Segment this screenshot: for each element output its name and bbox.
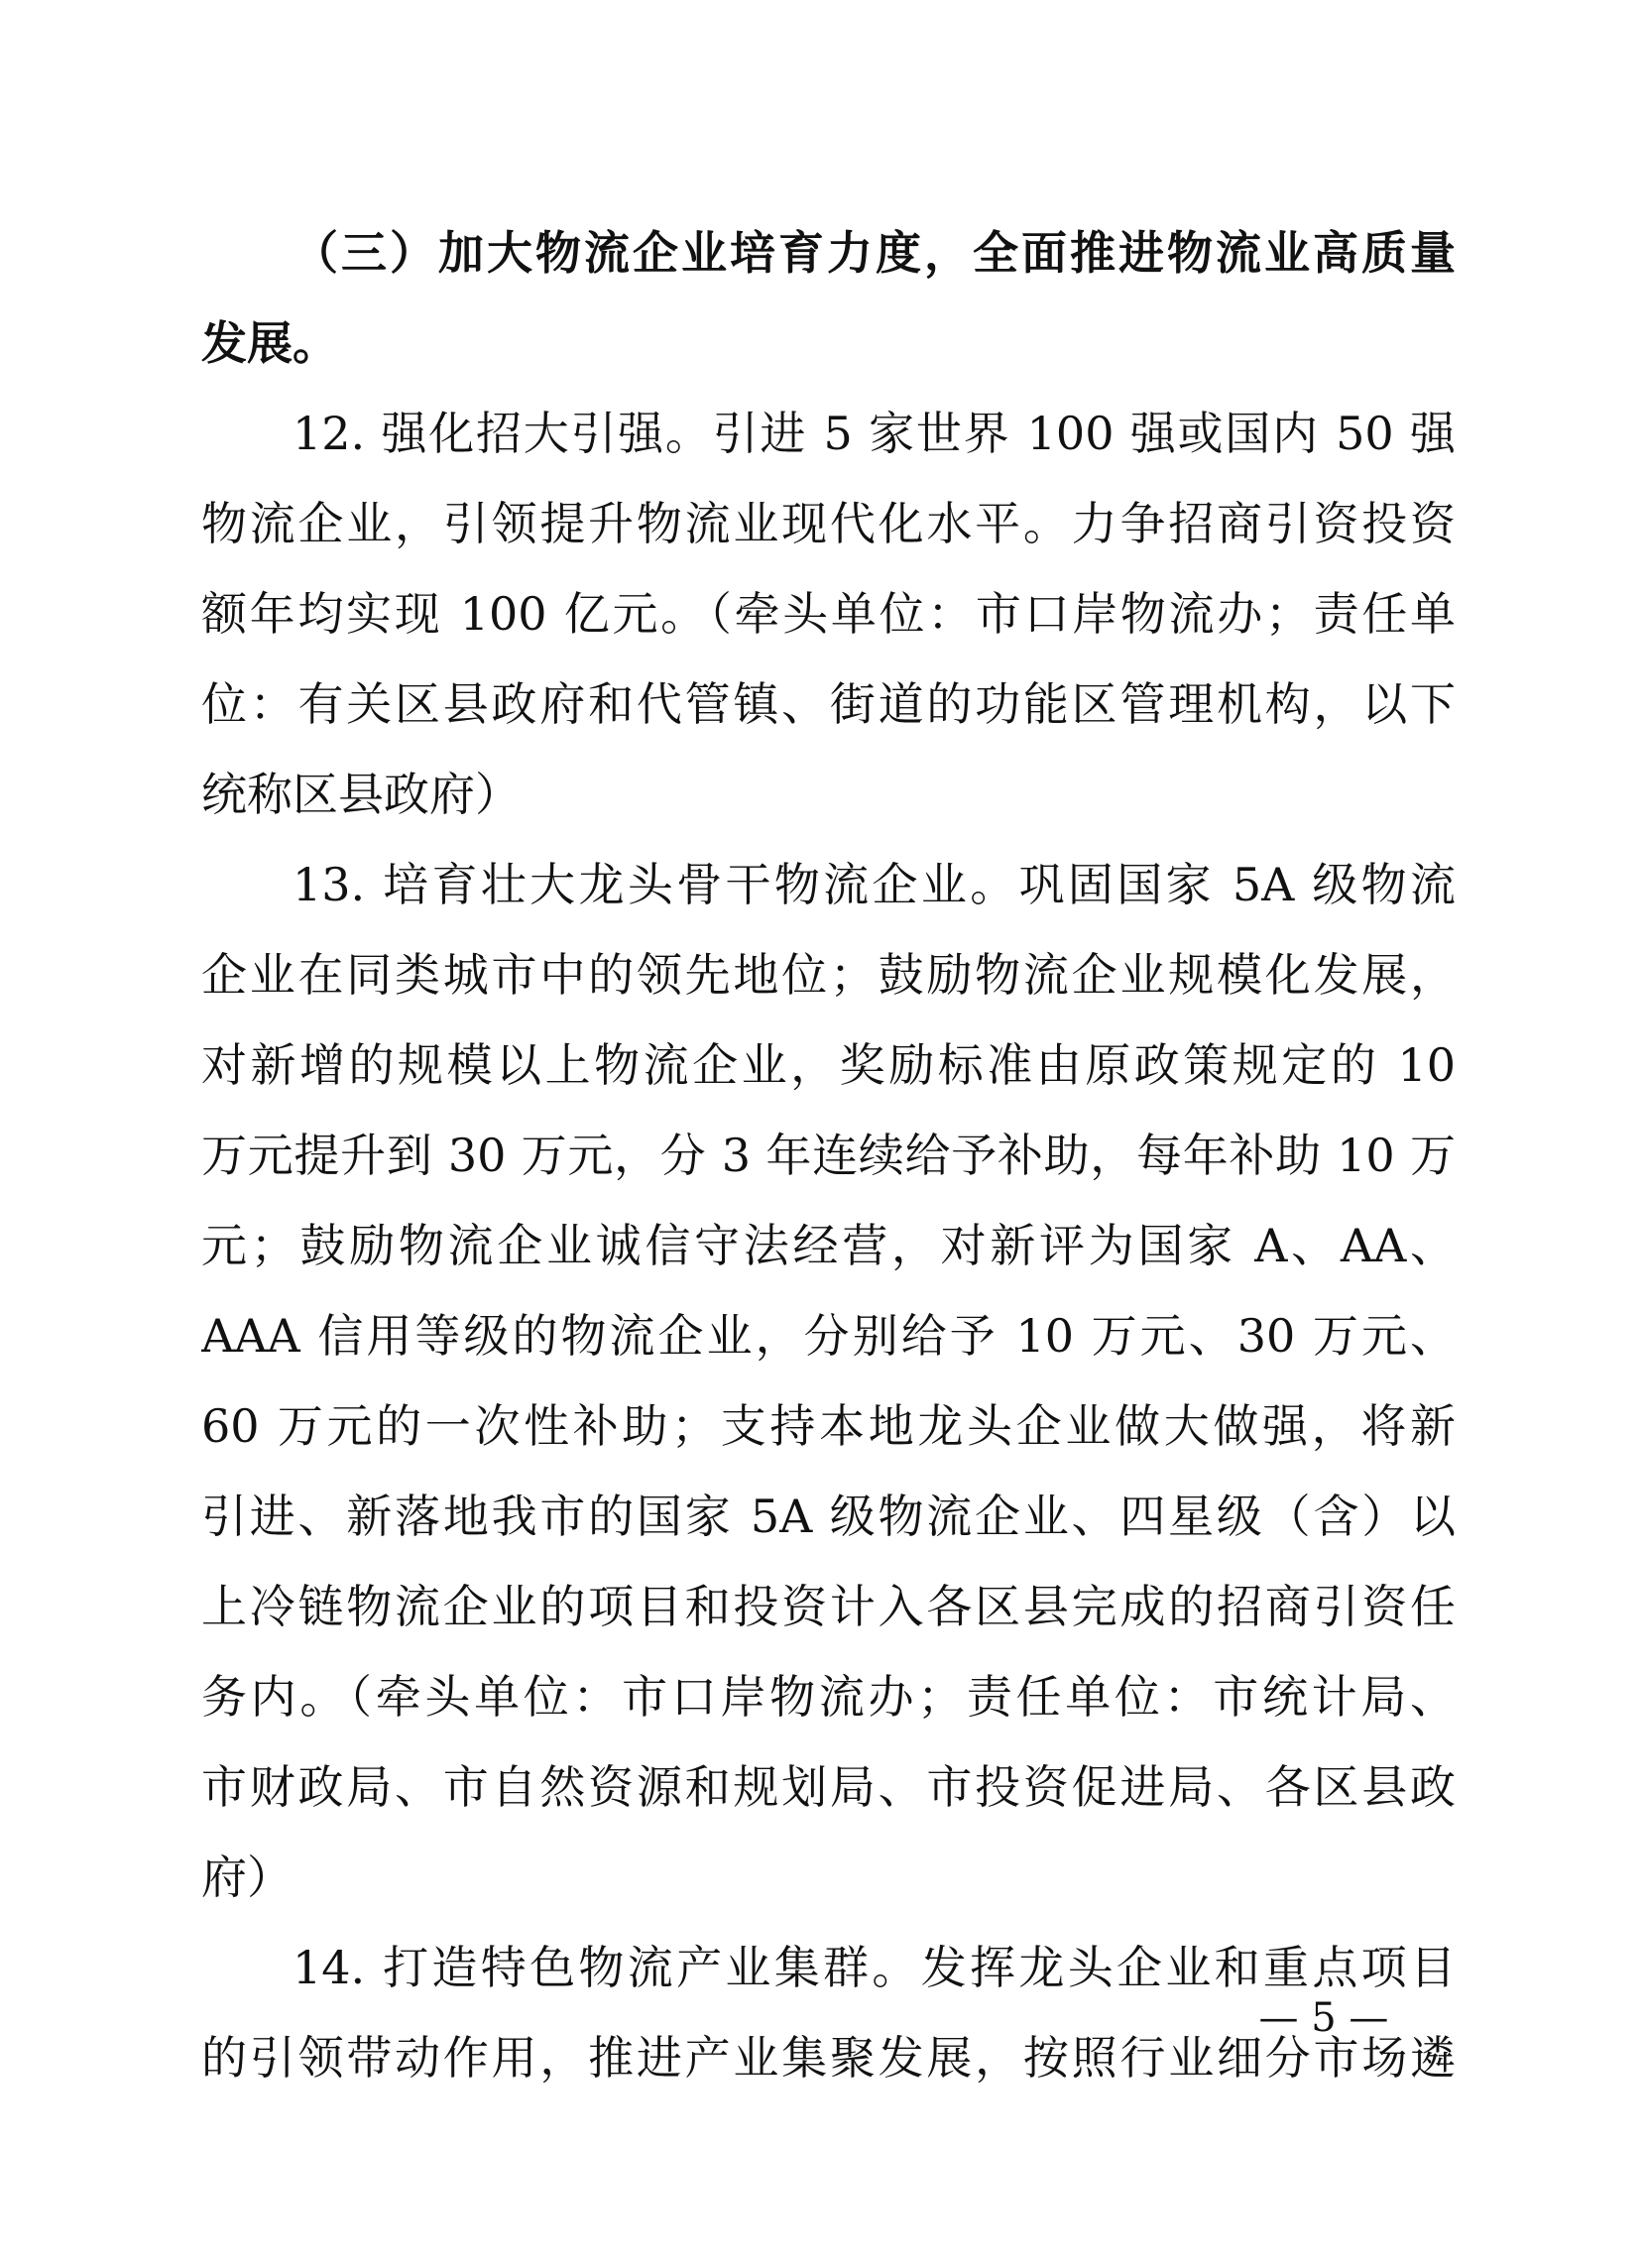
paragraph-line: 企业在同类城市中的领先地位；鼓励物流企业规模化发展，: [201, 948, 1456, 1002]
section-heading-line-2: 发展。: [201, 316, 338, 370]
paragraph-line: 统称区县政府）: [201, 768, 521, 821]
paragraph-line: 12. 强化招大引强。引进 5 家世界 100 强或国内 50 强: [293, 407, 1456, 460]
paragraph-line: 引进、新落地我市的国家 5A 级物流企业、四星级（含）以: [201, 1490, 1456, 1543]
paragraph-line: 14. 打造特色物流产业集群。发挥龙头企业和重点项目: [293, 1941, 1456, 1994]
paragraph-line: 位：有关区县政府和代管镇、街道的功能区管理机构，以下: [201, 677, 1456, 731]
paragraph-item-13: [201, 840, 1456, 1923]
document-body: [201, 208, 1456, 2103]
paragraph-line: 13. 培育壮大龙头骨干物流企业。巩固国家 5A 级物流: [293, 858, 1456, 911]
paragraph-line: 万元提升到 30 万元，分 3 年连续给予补助，每年补助 10 万: [201, 1129, 1456, 1182]
page-number: — 5 —: [1258, 1995, 1389, 2041]
paragraph-line: 的引领带动作用，推进产业集聚发展，按照行业细分市场遴: [201, 2031, 1456, 2085]
paragraph-line: 府）: [201, 1850, 293, 1904]
paragraph-line: AAA 信用等级的物流企业，分别给予 10 万元、30 万元、: [201, 1309, 1456, 1363]
paragraph-line: 对新增的规模以上物流企业，奖励标准由原政策规定的 10: [201, 1038, 1456, 1092]
paragraph-line: 60 万元的一次性补助；支持本地龙头企业做大做强，将新: [201, 1399, 1456, 1453]
section-heading-line-1: （三）加大物流企业培育力度，全面推进物流业高质量: [293, 226, 1456, 280]
paragraph-line: 务内。（牵头单位：市口岸物流办；责任单位：市统计局、: [201, 1670, 1456, 1724]
paragraph-line: 额年均实现 100 亿元。（牵头单位：市口岸物流办；责任单: [201, 587, 1456, 641]
paragraph-line: 上冷链物流企业的项目和投资计入各区县完成的招商引资任: [201, 1580, 1456, 1633]
paragraph-line: 物流企业，引领提升物流业现代化水平。力争招商引资投资: [201, 497, 1456, 550]
paragraph-item-12: [201, 389, 1456, 840]
paragraph-line: 元；鼓励物流企业诚信守法经营，对新评为国家 A、AA、: [201, 1219, 1456, 1272]
paragraph-line: 市财政局、市自然资源和规划局、市投资促进局、各区县政: [201, 1760, 1456, 1814]
section-heading: [201, 208, 1456, 389]
